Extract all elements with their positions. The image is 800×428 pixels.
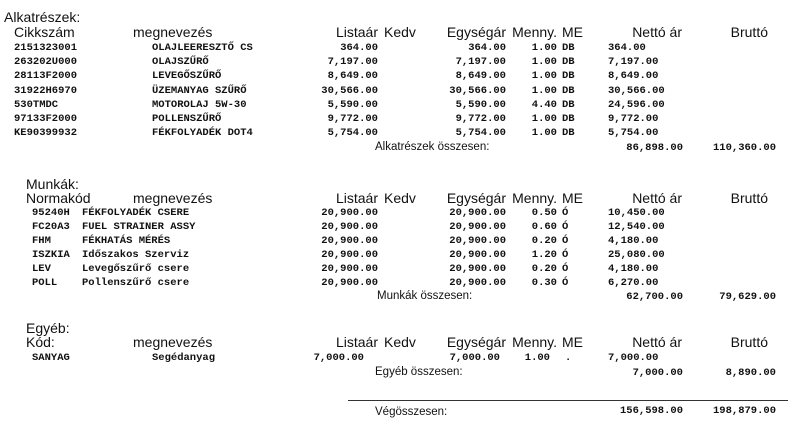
- labor-total-gross: 79,629.00: [719, 291, 776, 303]
- parts-code-header: Cikkszám: [14, 24, 75, 40]
- table-row-net: 6,270.00: [608, 277, 659, 289]
- table-row-me: DB: [562, 70, 575, 82]
- table-row-me: Ó: [562, 235, 569, 247]
- table-row-me: Ó: [562, 221, 569, 233]
- table-row-list: 20,900.00: [321, 249, 378, 261]
- table-row-unit: 8,649.00: [455, 70, 506, 82]
- table-row-list: 20,900.00: [321, 277, 378, 289]
- table-row-unit: 20,900.00: [449, 235, 506, 247]
- table-row-qty: 1.00: [531, 127, 557, 139]
- grand-total-divider: [348, 400, 788, 401]
- table-row-me: Ó: [562, 277, 569, 289]
- other-me-header: ME: [562, 334, 583, 350]
- table-row-qty: 1.00: [531, 70, 557, 82]
- other-disc-header: Kedv: [384, 334, 416, 350]
- parts-total-net: 86,898.00: [626, 142, 683, 154]
- parts-unit-header: Egységár: [446, 24, 506, 40]
- parts-section-title: Alkatrészek:: [4, 9, 81, 25]
- table-row-net: 4,180.00: [608, 235, 659, 247]
- table-row-name: Segédanyag: [152, 352, 216, 364]
- table-row-name: Időszakos Szerviz: [82, 249, 190, 261]
- table-row-list: 20,900.00: [321, 221, 378, 233]
- table-row-net: 364.00: [608, 42, 646, 54]
- table-row-unit: 5,754.00: [455, 127, 506, 139]
- table-row-list: 20,900.00: [321, 235, 378, 247]
- table-row-unit: 20,900.00: [449, 207, 506, 219]
- table-row-code: 31922H6970: [14, 85, 78, 97]
- other-total-gross: 8,890.00: [725, 367, 776, 379]
- table-row-net: 9,772.00: [608, 113, 659, 125]
- table-row-qty: 1.00: [524, 352, 550, 364]
- table-row-qty: 4.40: [531, 99, 557, 111]
- table-row-name: FÉKFOLYADÉK DOT4: [152, 127, 253, 139]
- table-row-name: Levegőszűrő csere: [82, 263, 190, 275]
- table-row-unit: 30,566.00: [449, 85, 506, 97]
- labor-list-header: Listaár: [335, 190, 378, 206]
- table-row-name: OLAJLEERESZTŐ CS: [152, 42, 253, 54]
- parts-total-gross: 110,360.00: [712, 142, 776, 154]
- table-row-list: 30,566.00: [321, 85, 378, 97]
- parts-list-header: Listaár: [335, 24, 378, 40]
- other-qty-header: Menny.: [512, 334, 557, 350]
- table-row-unit: 20,900.00: [449, 277, 506, 289]
- table-row-me: DB: [562, 85, 575, 97]
- table-row-code: 97133F2000: [14, 113, 78, 125]
- table-row-code: FC20A3: [32, 221, 70, 233]
- table-row-net: 12,540.00: [608, 221, 665, 233]
- table-row-qty: 1.00: [531, 85, 557, 97]
- parts-total-label: Alkatrészek összesen:: [375, 141, 490, 153]
- table-row-qty: 0.20: [531, 235, 557, 247]
- table-row-unit: 20,900.00: [449, 221, 506, 233]
- table-row-name: Pollenszűrő csere: [82, 277, 190, 289]
- table-row-code: 95240H: [32, 207, 70, 219]
- table-row-code: FHM: [32, 235, 51, 247]
- table-row-name: FÉKFOLYADÉK CSERE: [82, 207, 190, 219]
- table-row-list: 7,000.00: [313, 352, 364, 364]
- table-row-code: LEV: [32, 263, 51, 275]
- table-row-code: 2151323001: [14, 42, 78, 54]
- other-list-header: Listaár: [335, 334, 378, 350]
- other-net-header: Nettó ár: [632, 334, 682, 350]
- table-row-unit: 9,772.00: [455, 113, 506, 125]
- table-row-qty: 0.50: [531, 207, 557, 219]
- labor-me-header: ME: [562, 190, 583, 206]
- table-row-unit: 20,900.00: [449, 263, 506, 275]
- table-row-net: 30,566.00: [608, 85, 665, 97]
- table-row-code: 263202U000: [14, 56, 78, 68]
- table-row-name: MOTOROLAJ 5W-30: [152, 99, 247, 111]
- other-gross-header: Bruttó: [730, 334, 768, 350]
- table-row-list: 364.00: [340, 42, 378, 54]
- table-row-qty: 1.00: [531, 56, 557, 68]
- table-row-me: DB: [562, 113, 575, 125]
- table-row-net: 10,450.00: [608, 207, 665, 219]
- labor-section-title: Munkák:: [26, 176, 79, 192]
- table-row-me: Ó: [562, 263, 569, 275]
- labor-disc-header: Kedv: [384, 190, 416, 206]
- table-row-net: 5,754.00: [608, 127, 659, 139]
- parts-name-header: megnevezés: [133, 24, 213, 40]
- grand-total-label: Végösszesen:: [375, 406, 448, 418]
- table-row-net: 4,180.00: [608, 263, 659, 275]
- table-row-list: 8,649.00: [327, 70, 378, 82]
- parts-disc-header: Kedv: [384, 24, 416, 40]
- table-row-net: 7,000.00: [608, 352, 659, 364]
- table-row-list: 20,900.00: [321, 207, 378, 219]
- labor-unit-header: Egységár: [446, 190, 506, 206]
- grand-total-net: 156,598.00: [619, 405, 683, 417]
- table-row-me: .: [565, 352, 572, 364]
- table-row-code: POLL: [32, 277, 58, 289]
- table-row-me: Ó: [562, 207, 569, 219]
- table-row-net: 24,596.00: [608, 99, 665, 111]
- table-row-qty: 1.00: [531, 113, 557, 125]
- table-row-qty: 1.20: [531, 249, 557, 261]
- parts-net-header: Nettó ár: [632, 24, 682, 40]
- other-section-title: Egyéb:: [26, 320, 70, 336]
- table-row-me: DB: [562, 127, 575, 139]
- table-row-name: ÜZEMANYAG SZŰRŐ: [152, 85, 247, 97]
- table-row-me: DB: [562, 42, 575, 54]
- table-row-qty: 0.60: [531, 221, 557, 233]
- labor-qty-header: Menny.: [512, 190, 557, 206]
- table-row-net: 7,197.00: [608, 56, 659, 68]
- table-row-list: 7,197.00: [327, 56, 378, 68]
- table-row-code: ISZKIA: [32, 249, 70, 261]
- table-row-list: 20,900.00: [321, 263, 378, 275]
- table-row-list: 5,590.00: [327, 99, 378, 111]
- grand-total-gross: 198,879.00: [712, 405, 776, 417]
- other-code-header: Kód:: [26, 334, 55, 350]
- table-row-name: FÉKHATÁS MÉRÉS: [82, 235, 171, 247]
- table-row-qty: 0.30: [531, 277, 557, 289]
- table-row-me: DB: [562, 56, 575, 68]
- table-row-net: 8,649.00: [608, 70, 659, 82]
- parts-gross-header: Bruttó: [730, 24, 768, 40]
- other-total-net: 7,000.00: [632, 367, 683, 379]
- table-row-me: Ó: [562, 249, 569, 261]
- table-row-list: 5,754.00: [327, 127, 378, 139]
- labor-name-header: megnevezés: [133, 190, 213, 206]
- parts-qty-header: Menny.: [512, 24, 557, 40]
- table-row-net: 25,080.00: [608, 249, 665, 261]
- table-row-list: 9,772.00: [327, 113, 378, 125]
- labor-total-label: Munkák összesen:: [377, 290, 473, 302]
- table-row-code: KE90399932: [14, 127, 78, 139]
- table-row-qty: 0.20: [531, 263, 557, 275]
- table-row-name: LEVEGŐSZŰRŐ: [152, 70, 222, 82]
- table-row-qty: 1.00: [531, 42, 557, 54]
- parts-me-header: ME: [562, 24, 583, 40]
- table-row-code: SANYAG: [32, 352, 70, 364]
- table-row-unit: 7,197.00: [455, 56, 506, 68]
- table-row-code: 530TMDC: [14, 99, 59, 111]
- labor-code-header: Normakód: [26, 190, 91, 206]
- table-row-code: 28113F2000: [14, 70, 78, 82]
- table-row-name: POLLENSZŰRŐ: [152, 113, 222, 125]
- table-row-unit: 20,900.00: [449, 249, 506, 261]
- other-unit-header: Egységár: [446, 334, 506, 350]
- other-name-header: megnevezés: [133, 334, 213, 350]
- table-row-unit: 364.00: [468, 42, 506, 54]
- labor-gross-header: Bruttó: [730, 190, 768, 206]
- table-row-me: DB: [562, 99, 575, 111]
- labor-total-net: 62,700.00: [626, 291, 683, 303]
- other-total-label: Egyéb összesen:: [375, 366, 463, 378]
- table-row-unit: 5,590.00: [455, 99, 506, 111]
- table-row-unit: 7,000.00: [449, 352, 500, 364]
- table-row-name: OLAJSZŰRŐ: [152, 56, 209, 68]
- labor-net-header: Nettó ár: [632, 190, 682, 206]
- table-row-name: FUEL STRAINER ASSY: [82, 221, 196, 233]
